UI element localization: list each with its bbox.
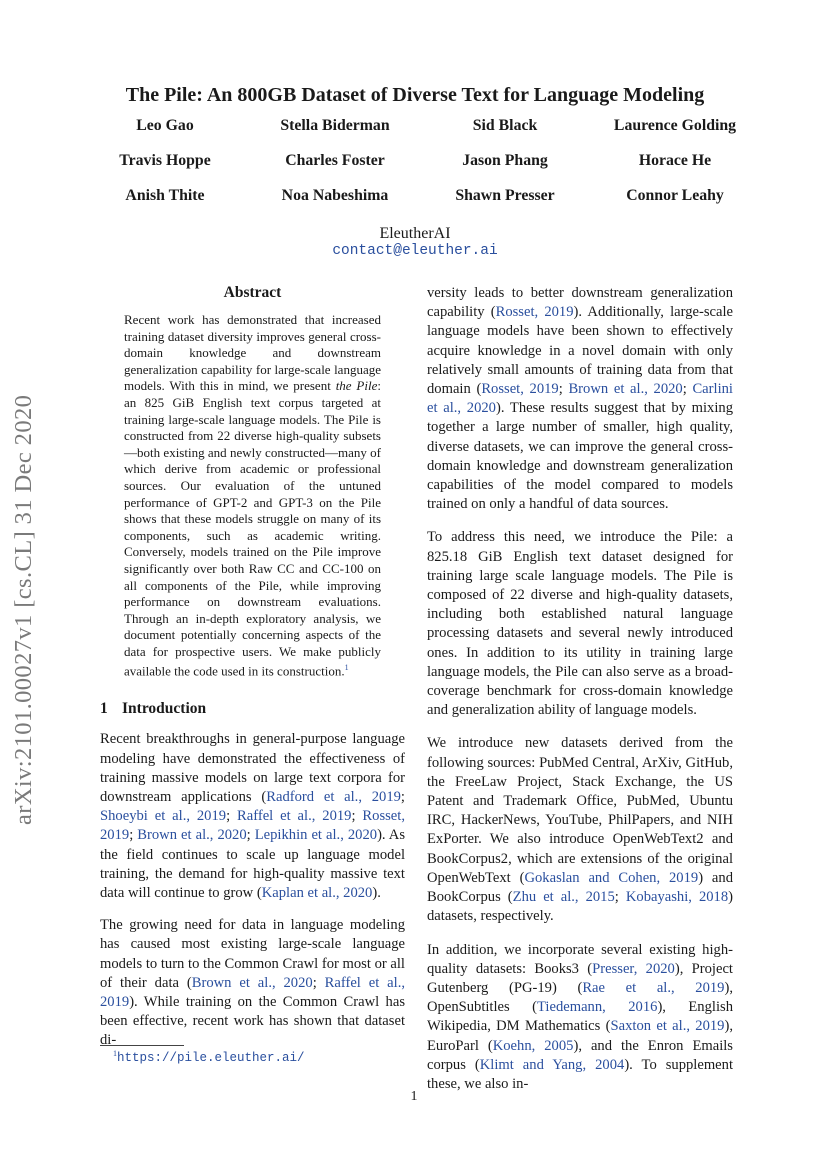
right-column: [427, 284, 733, 1108]
citation-link[interactable]: Lepikhin et al., 2020: [254, 827, 378, 844]
paragraph-text: ). As the field continues to scale up language model training, the demand for high-quality massive text data will continue to grow (: [100, 827, 406, 902]
citation-link[interactable]: Carlini et al., 2020: [427, 381, 733, 417]
intro-paragraph-4: [427, 734, 733, 926]
paragraph-text: ), English Wikipedia, DM Mathematics (: [427, 999, 733, 1035]
author-row: [80, 152, 760, 187]
footnote-marker[interactable]: 1: [344, 663, 349, 673]
intro-paragraph-2-start: [100, 916, 405, 1050]
citation-link[interactable]: Presser, 2020: [592, 960, 675, 977]
author-name: Stella Biderman: [280, 117, 390, 134]
footnote-url-link[interactable]: https://pile.eleuther.ai/: [117, 1051, 305, 1066]
paragraph-text: ), OpenSubtitles (: [427, 979, 733, 1016]
paragraph-text: ) datasets, respectively.: [427, 889, 734, 925]
paragraph-text: ). Additionally, large-scale language models have been shown to effectively acquire knowledge in a novel domain with only relatively small amounts of training data from that domain (: [427, 304, 733, 398]
paragraph-text: In addition, we incorporate several existing high-quality datasets: Books3 (: [427, 941, 733, 977]
paragraph-text: ;: [614, 889, 626, 906]
author-list: [80, 117, 760, 222]
paragraph-text: ;: [351, 808, 363, 825]
paragraph-text: ), and the Enron Emails corpus (: [427, 1037, 733, 1073]
paragraph-text: ;: [226, 808, 238, 825]
contact-email-link[interactable]: contact@eleuther.ai: [332, 243, 498, 259]
abstract-heading: Abstract: [223, 284, 282, 301]
citation-link[interactable]: Kaplan et al., 2020: [261, 885, 373, 902]
author-name: Sid Black: [472, 117, 538, 134]
paragraph-text: ), Project Gutenberg (PG-19) (: [427, 960, 733, 996]
citation-link[interactable]: Rosset, 2019: [481, 381, 559, 398]
paragraph-text: Recent breakthroughs in general-purpose language modeling have demonstrated the effectiveness of training massive models on large text corpora for downstream applications (: [100, 731, 405, 805]
paragraph-text: versity leads to better downstream generalization capability (: [427, 285, 733, 321]
author-name: Leo Gao: [136, 117, 194, 134]
author-name: Shawn Presser: [455, 187, 555, 204]
section-title: Introduction: [122, 700, 207, 718]
author-name: Connor Leahy: [626, 187, 724, 204]
citation-link[interactable]: Brown et al., 2020: [191, 974, 313, 991]
paragraph-text: ).: [372, 885, 381, 902]
author-name: Anish Thite: [125, 187, 205, 204]
section-number: 1: [100, 700, 108, 718]
paragraph-text: ). While training on the Common Crawl has been effective, recent work has shown that dataset di-: [100, 994, 405, 1049]
citation-link[interactable]: Rosset, 2019: [495, 304, 574, 321]
arxiv-identifier: arXiv:2101.00027v1 [cs.CL] 31 Dec 2020: [10, 394, 37, 825]
paragraph-text: We introduce new datasets derived from the following sources: PubMed Central, ArXiv, GitHub, the FreeLaw Project, Stack Exchange, the US Patent and Trademark Office, PubMed, Ubuntu IRC, HackerNews, YouTube, PhilPapers, and NIH ExPorter. We also introduce OpenWebText2 and BookCorpus2, which are extensions of the original OpenWebText (: [427, 735, 733, 886]
abstract-part: Recent work has demonstrated that increased training dataset diversity improves general cross-domain knowledge and downstream generalization capability for large-scale language models. With this in mind, we present: [124, 312, 381, 394]
intro-paragraph-2-end: [427, 284, 733, 514]
citation-link[interactable]: Raffel et al., 2019: [237, 808, 352, 825]
citation-link[interactable]: Radford et al., 2019: [266, 789, 401, 805]
author-name: Noa Nabeshima: [281, 187, 389, 204]
citation-link[interactable]: Zhu et al., 2015: [512, 889, 615, 906]
author-name: Charles Foster: [285, 152, 385, 169]
citation-link[interactable]: Rosset, 2019: [100, 808, 405, 844]
paragraph-text: ;: [312, 974, 325, 991]
section-heading-introduction: [100, 700, 405, 718]
citation-link[interactable]: Raffel et al., 2019: [100, 974, 405, 1011]
abstract-text: [100, 312, 405, 680]
author-name: Travis Hoppe: [119, 152, 211, 169]
paragraph-text: ;: [246, 827, 255, 844]
citation-link[interactable]: Rae et al., 2019: [582, 979, 725, 996]
left-column: [100, 284, 405, 1064]
abstract-part: : an 825 GiB English text corpus targeted at training large-scale language models. The Pile is constructed from 22 diverse high-quality subsets—both existing and newly constructed—many of which derive from academic or professional sources. Our evaluation of the untuned performance of GPT-2 and GPT-3 on the Pile shows that these models struggle on many of its components, such as academic writing. Conversely, models trained on the Pile improve significantly over both Raw CC and CC-100 on all components of the Pile, while improving performance on downstream evaluations. Through an in-depth exploratory analysis, we document potentially concerning aspects of the data for prospective users. We make publicly available the code used in its construction.: [124, 378, 381, 679]
paper-title: The Pile: An 800GB Dataset of Diverse Text for Language Modeling: [125, 84, 705, 106]
footnote-number: 1: [113, 1049, 117, 1058]
paragraph-text: ;: [400, 789, 405, 805]
author-name: Laurence Golding: [613, 117, 737, 134]
author-row: [80, 187, 760, 222]
the-pile-emphasis: the Pile: [335, 378, 378, 394]
page-number: 1: [410, 1089, 418, 1104]
citation-link[interactable]: Shoeybi et al., 2019: [100, 808, 227, 825]
citation-link[interactable]: Brown et al., 2020: [137, 827, 247, 844]
citation-link[interactable]: Kobayashi, 2018: [625, 889, 729, 906]
paragraph-text: ;: [682, 381, 693, 398]
paragraph-text: ;: [129, 827, 138, 844]
paragraph-text: ;: [558, 381, 569, 398]
intro-paragraph-1: [100, 730, 405, 903]
footnote-divider: [100, 1045, 184, 1046]
author-row: [80, 117, 760, 152]
paragraph-text: ), EuroParl (: [427, 1018, 733, 1054]
citation-link[interactable]: Gokaslan and Cohen, 2019: [524, 869, 699, 886]
paragraph-text: To address this need, we introduce the Pile: a 825.18 GiB English text dataset designed for training large scale language models. The Pile is composed of 22 diverse and high-quality datasets, including both established natural language processing datasets and several newly introduced ones. In addition to its utility in training large language models, the Pile can also serve as a broad-coverage benchmark for cross-domain knowledge and generalization ability of language models.: [427, 529, 733, 719]
citation-link[interactable]: Koehn, 2005: [492, 1037, 574, 1054]
author-name: Jason Phang: [462, 152, 548, 169]
paragraph-text: ) and BookCorpus (: [427, 869, 733, 906]
footnote: [113, 1049, 305, 1065]
intro-paragraph-5: [427, 941, 733, 1095]
citation-link[interactable]: Klimt and Yang, 2004: [479, 1056, 625, 1073]
author-name: Horace He: [638, 152, 712, 169]
citation-link[interactable]: Tiedemann, 2016: [537, 999, 658, 1016]
paragraph-text: ). These results suggest that by mixing together a large number of smaller, high quality, diverse datasets, we can improve the general cross-domain knowledge and downstream generalization capabilities of the model compared to models trained on only a handful of data sources.: [427, 400, 733, 513]
affiliation: EleutherAI: [379, 225, 451, 242]
paragraph-text: The growing need for data in language modeling has caused most existing large-scale language models to turn to the Common Crawl for most or all of their data (: [100, 917, 405, 991]
intro-paragraph-3: [427, 528, 733, 720]
citation-link[interactable]: Saxton et al., 2019: [610, 1018, 725, 1035]
citation-link[interactable]: Brown et al., 2020: [568, 381, 683, 398]
paragraph-text: ). To supplement these, we also in-: [427, 1056, 734, 1092]
